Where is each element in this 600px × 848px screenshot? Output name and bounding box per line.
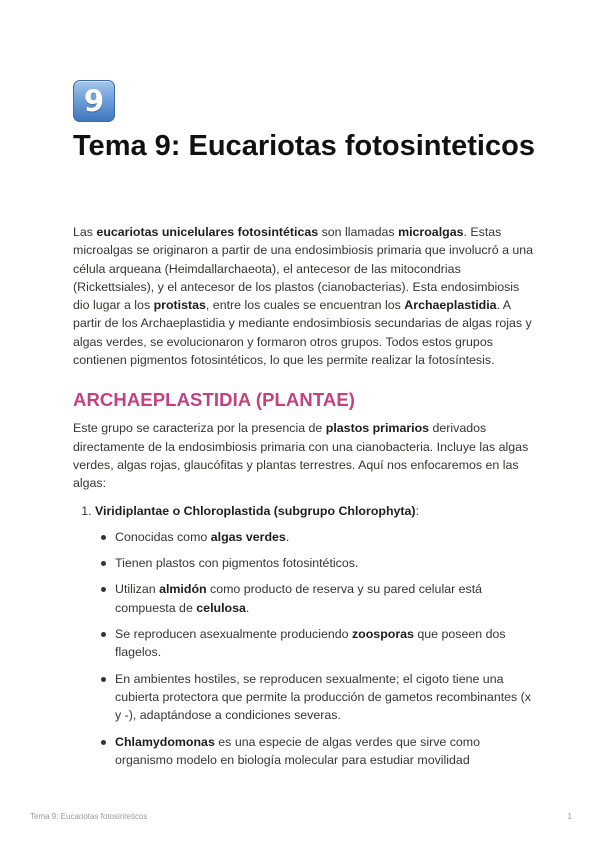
bold-term: plastos primarios	[325, 421, 430, 436]
section-heading: ARCHAEPLASTIDIA (PLANTAE)	[73, 389, 356, 411]
text-run: Utilizan	[115, 582, 160, 597]
bold-term: celulosa	[196, 600, 246, 615]
bold-term: almidón	[159, 582, 207, 597]
bullet-item	[115, 625, 535, 662]
text-run: En ambientes hostiles, se reproducen sexualmente; el cigoto tiene una cubierta protectora que permite la producción de gametos recombinantes (x y -), adaptándose a condiciones severas.	[115, 671, 531, 723]
bullet-item	[115, 733, 535, 770]
text-run: , entre los cuales se encuentran los	[205, 298, 405, 313]
section-paragraph	[73, 419, 535, 492]
text-run: .	[245, 600, 250, 615]
text-run: Tienen plastos con pigmentos fotosintéticos.	[115, 556, 359, 571]
bullet-item	[115, 554, 535, 572]
intro-paragraph	[73, 223, 535, 369]
bold-term: protistas	[153, 298, 206, 313]
text-run: Este grupo se caracteriza por la presencia de	[73, 421, 326, 436]
text-run: que poseen dos flagelos.	[115, 627, 506, 660]
text-run: es una especie de algas verdes que sirve como organismo modelo en biología molecular para estudiar movilidad	[115, 734, 481, 767]
text-run: .	[285, 529, 290, 544]
text-run: Las	[73, 225, 97, 239]
bullet-item	[115, 528, 535, 546]
list-item-label: Viridiplantae o Chloroplastida (subgrupo Chlorophyta)	[95, 503, 416, 518]
bold-term: Archaeplastidia	[404, 298, 497, 313]
text-run: . A partir de los Archaeplastidia y mediante endosimbiosis secundarias de algas rojas y algas verdes, se evolucionaron y formaron otros grupos. Todos estos grupos contienen pigmentos fotosintéticos, lo que les permite realizar la fotosíntesis.	[73, 298, 532, 368]
text-run: como producto de reserva y su pared celular está compuesta de	[115, 582, 483, 615]
bullet-item	[115, 580, 535, 617]
footer-page-number: 1	[567, 812, 572, 821]
bold-term: algas verdes	[210, 529, 286, 544]
numbered-list-item	[95, 502, 535, 770]
keycap-glyph: 9	[83, 84, 105, 118]
bullet-item	[115, 670, 535, 725]
bullet-list	[95, 528, 535, 769]
footer-doc-title: Tema 9: Eucariotas fotosinteticos	[30, 812, 148, 821]
numbered-list	[73, 502, 535, 770]
bold-term: zoosporas	[351, 627, 414, 642]
keycap-nine-icon	[73, 80, 115, 122]
bold-term: microalgas	[398, 225, 464, 239]
text-run: son llamadas	[318, 225, 399, 239]
text-run: :	[415, 503, 420, 518]
document-body	[73, 223, 535, 777]
bold-term: eucariotas unicelulares fotosintéticas	[96, 225, 319, 239]
text-run: derivados directamente de la endosimbiosis primaria con una cianobacteria. Incluye las algas verdes, algas rojas, glaucófitas y plantas terrestres. Aquí nos enfocaremos en las algas:	[73, 421, 529, 491]
text-run: . Estas microalgas se originaron a partir de una endosimbiosis primaria que involucró a una célula arqueana (Heimdallarchaeota), el antecesor de las mitocondrias (Rickettsiales), y el antecesor de los plastos (cianobacterias). Esta endosimbiosis dio lugar a los	[73, 225, 534, 313]
text-run: Se reproducen asexualmente produciendo	[115, 627, 352, 642]
bold-term: Chlamydomonas	[115, 734, 215, 749]
page-title: Tema 9: Eucariotas fotosinteticos	[73, 130, 535, 162]
text-run: Conocidas como	[115, 529, 211, 544]
